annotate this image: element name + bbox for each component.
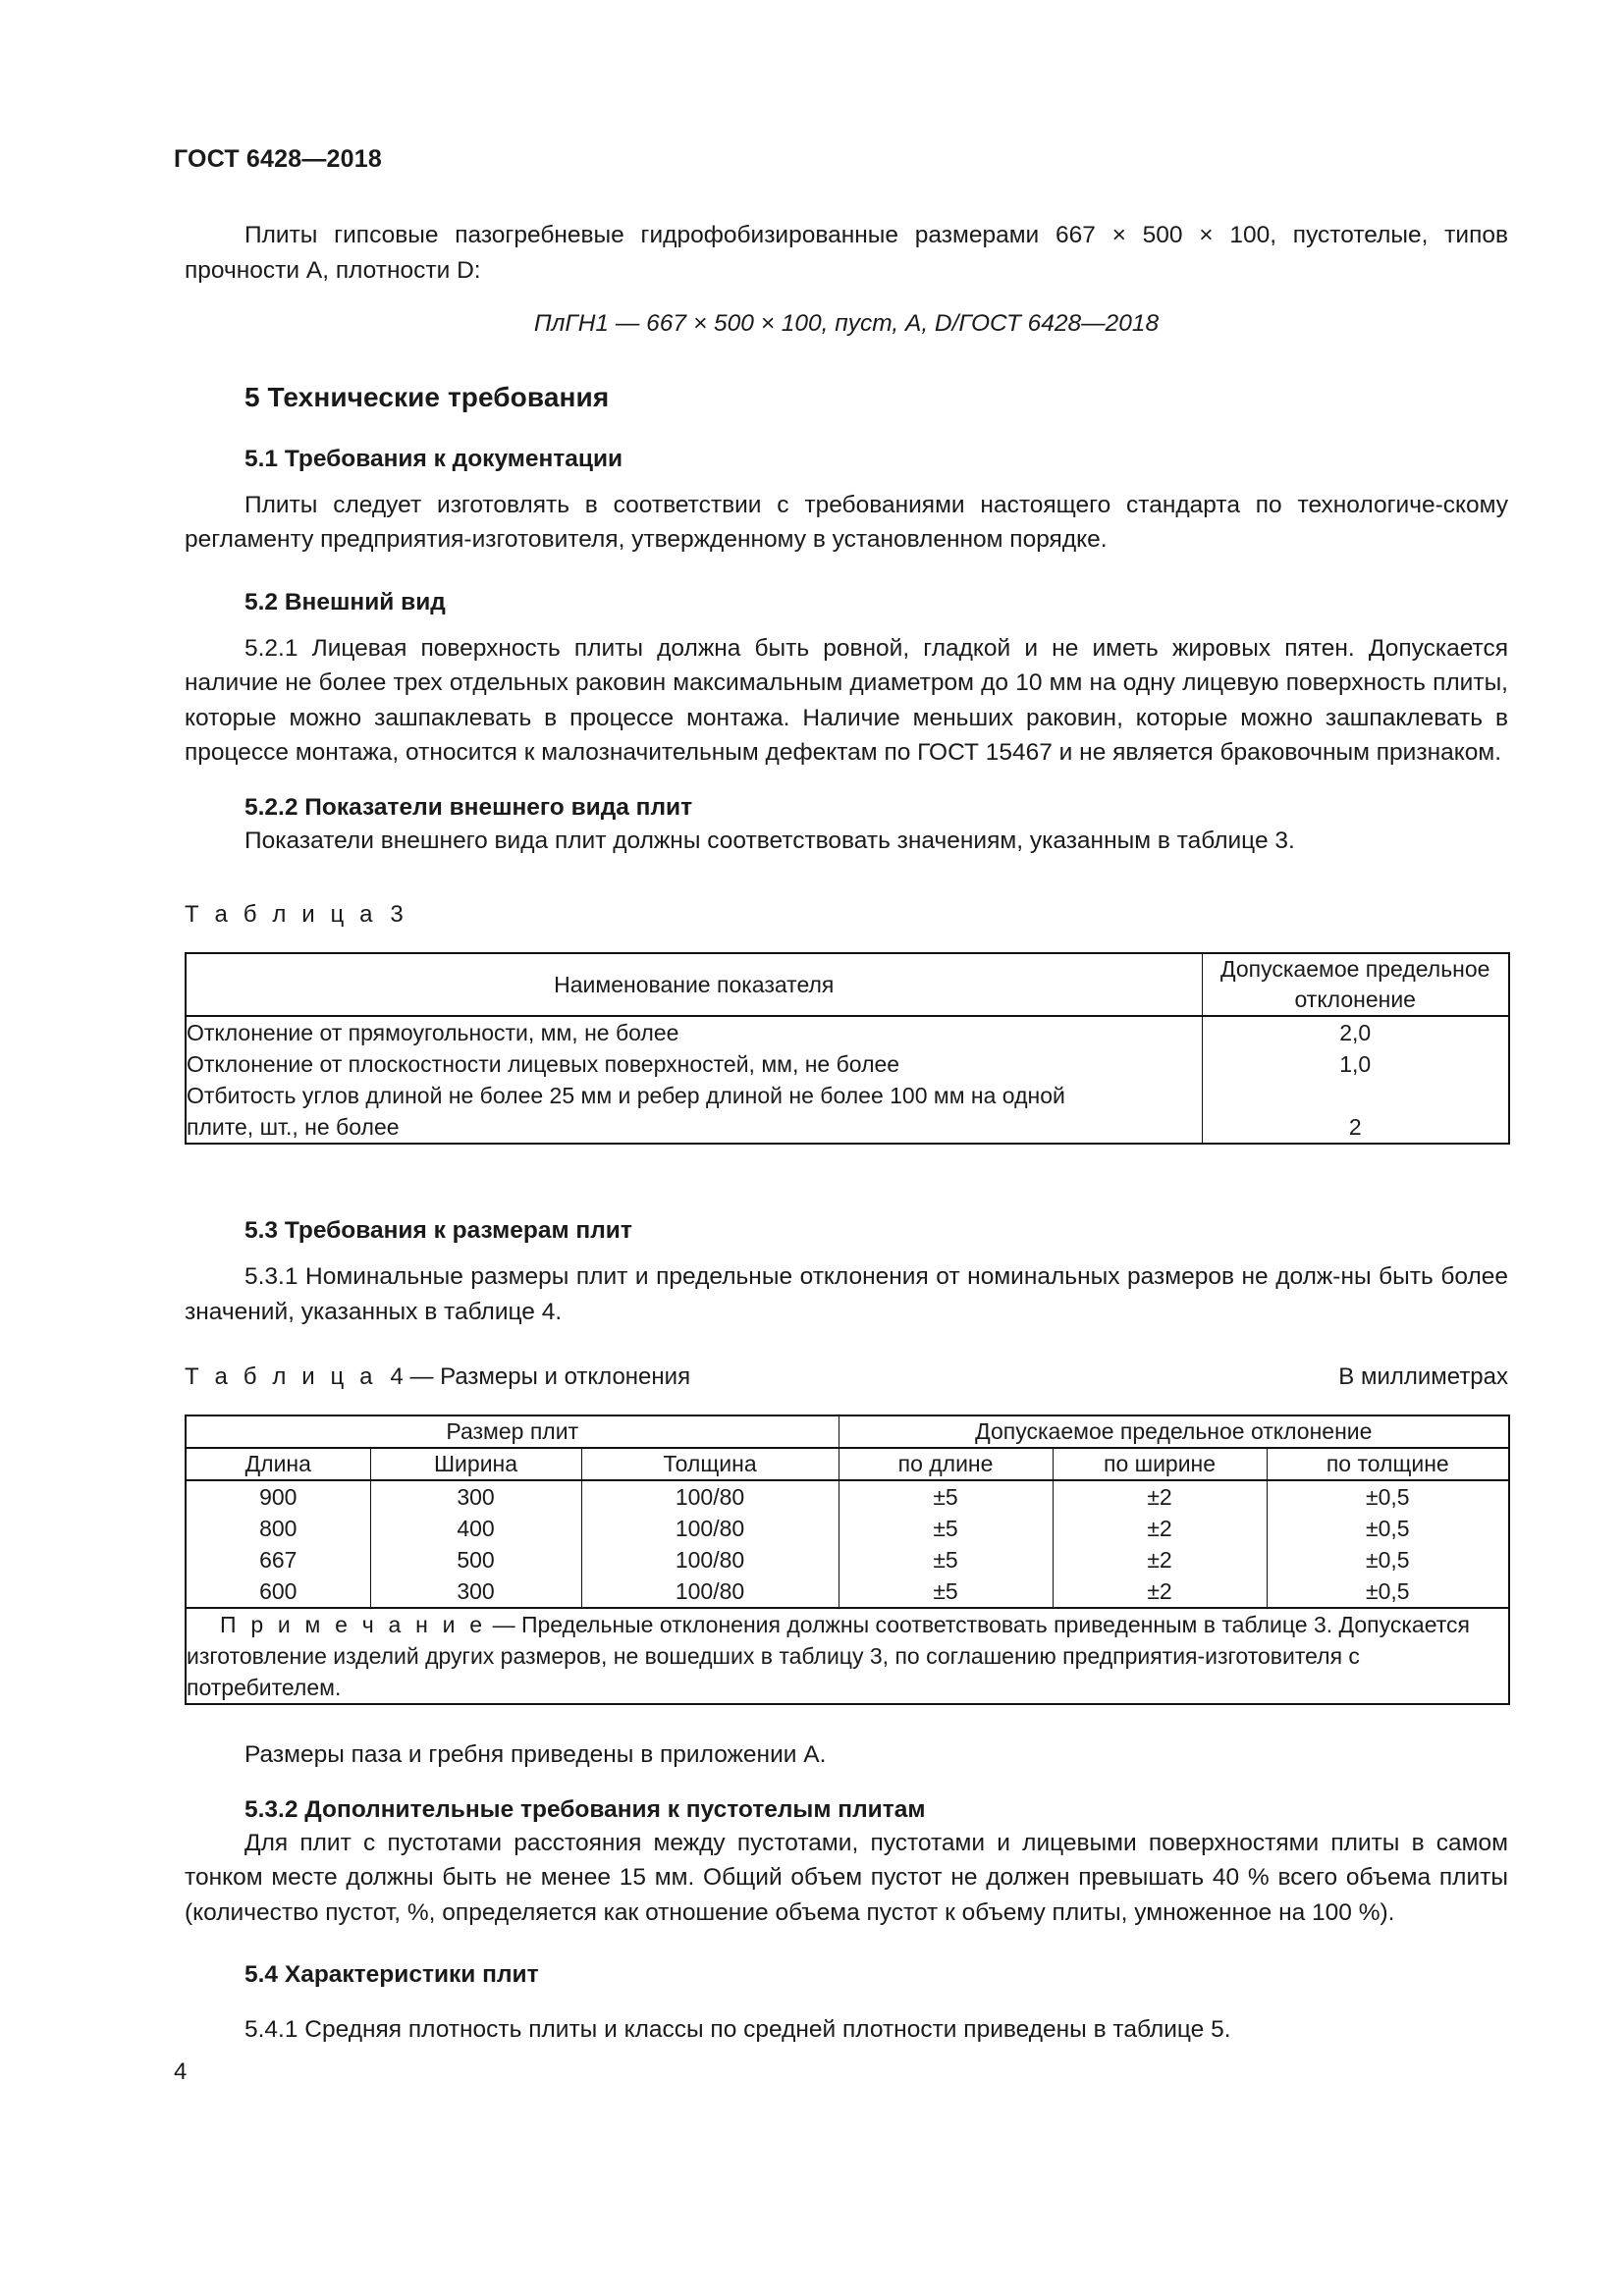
table-cell: ±2 bbox=[1147, 1484, 1172, 1510]
table-cell: 300 bbox=[457, 1578, 495, 1604]
table-row-indicator-1: Отклонение от прямоугольности, мм, не более bbox=[187, 1020, 679, 1045]
spacer bbox=[185, 1705, 1508, 1737]
table-row-value-3: 2 bbox=[1348, 1114, 1362, 1140]
section-heading-5: 5 Технические требования bbox=[244, 381, 610, 412]
section-heading-5-2: 5.2 Внешний вид bbox=[244, 588, 446, 615]
table-cell: 600 bbox=[259, 1578, 298, 1604]
table-cell: ±2 bbox=[1147, 1516, 1172, 1541]
table-cell: ±0,5 bbox=[1365, 1578, 1410, 1604]
spacer bbox=[185, 1991, 1508, 2012]
table-cell: ±5 bbox=[933, 1484, 958, 1510]
section-heading-5-3-2: 5.3.2 Дополнительные требования к пустотелым плитам bbox=[244, 1795, 926, 1823]
table-4-caption-row bbox=[185, 1362, 1508, 1393]
table-3-caption-label: Т а б л и ц а bbox=[185, 901, 378, 928]
table-4-caption bbox=[185, 1362, 690, 1393]
paragraph-5-1: Плиты следует изготовлять в соответствии с требованиями настоящего стандарта по технологиче-скому регламенту предприятия-изготовителя, утвержденному в установленном порядке. bbox=[185, 491, 1508, 553]
section-heading-5-1: 5.1 Требования к документации bbox=[244, 445, 623, 472]
paragraph-groove-ridge: Размеры паза и гребня приведены в приложении А. bbox=[244, 1741, 827, 1768]
table-cell: 900 bbox=[259, 1484, 298, 1510]
table-4-group-header-size: Размер плит bbox=[186, 1415, 839, 1448]
table-4-units-note: В миллиметрах bbox=[1338, 1363, 1508, 1390]
table-cell: 300 bbox=[457, 1484, 495, 1510]
table-3-caption bbox=[185, 899, 1508, 931]
table-4-group-header-row bbox=[186, 1415, 1509, 1448]
table-3-col-header-name: Наименование показателя bbox=[186, 953, 1202, 1016]
table-4-col-values-width bbox=[370, 1480, 581, 1608]
table-4-caption-number: 4 bbox=[390, 1363, 404, 1390]
table-4-col-values-dev-length bbox=[839, 1480, 1053, 1608]
paragraph-5-4-1: 5.4.1 Средняя плотность плиты и классы по средней плотности приведены в таблице 5. bbox=[244, 2016, 1231, 2043]
table-4-col-header-thickness: Толщина bbox=[581, 1448, 839, 1480]
table-4-col-header-dev-length: по длине bbox=[839, 1448, 1053, 1480]
table-4-col-header-dev-thickness: по толщине bbox=[1267, 1448, 1509, 1480]
table-row-indicator-3: Отбитость углов длиной не более 25 мм и ребер длиной не более 100 мм на одной плите, шт., не более bbox=[187, 1083, 1065, 1140]
table-4-col-values-dev-width bbox=[1053, 1480, 1267, 1608]
table-cell: 100/80 bbox=[675, 1516, 745, 1541]
table-3-caption-number: 3 bbox=[390, 901, 404, 928]
spacer bbox=[185, 858, 1508, 899]
table-cell: ±2 bbox=[1147, 1578, 1172, 1604]
table-4-note-text: — Предельные отклонения должны соответствовать приведенным в таблице 3. Допускается изготовление изделий других размеров, не вошедших в таблицу 3, по соглашению предприятия-изготовителя с потребителем. bbox=[187, 1612, 1470, 1700]
table-4 bbox=[185, 1415, 1510, 1705]
spacer bbox=[185, 1393, 1508, 1415]
table-4-caption-label: Т а б л и ц а bbox=[185, 1363, 378, 1390]
section-heading-5-4: 5.4 Характеристики плит bbox=[244, 1961, 539, 1988]
table-cell: 500 bbox=[457, 1547, 495, 1573]
table-cell: ±0,5 bbox=[1365, 1484, 1410, 1510]
table-cell: 667 bbox=[259, 1547, 298, 1573]
intro-paragraph: Плиты гипсовые пазогребневые гидрофобизированные размерами 667 × 500 × 100, пустотелые, типов прочности А, плотности D: bbox=[185, 222, 1508, 284]
table-3-col-header-deviation: Допускаемое предельное отклонение bbox=[1202, 953, 1509, 1016]
spacer bbox=[185, 475, 1508, 488]
section-heading-5-3: 5.3 Требования к размерам плит bbox=[244, 1217, 632, 1244]
table-4-body-row bbox=[186, 1480, 1509, 1608]
table-3 bbox=[185, 952, 1510, 1145]
table-4-caption-title: — Размеры и отклонения bbox=[409, 1363, 691, 1390]
table-4-col-header-width: Ширина bbox=[370, 1448, 581, 1480]
value-spacer bbox=[1203, 1080, 1509, 1111]
table-row-value-2: 1,0 bbox=[1339, 1051, 1372, 1077]
table-cell: ±0,5 bbox=[1365, 1516, 1410, 1541]
table-cell: ±2 bbox=[1147, 1547, 1172, 1573]
page-content bbox=[185, 218, 1508, 2048]
paragraph-5-3-1: 5.3.1 Номинальные размеры плит и предельные отклонения от номинальных размеров не долж-ны быть более значений, указанных в таблице 4. bbox=[185, 1263, 1508, 1325]
paragraph-5-2-2: Показатели внешнего вида плит должны соответствовать значениям, указанным в таблице 3. bbox=[244, 827, 1295, 854]
spacer bbox=[185, 931, 1508, 952]
table-row-value-1: 2,0 bbox=[1339, 1020, 1372, 1045]
table-cell: 100/80 bbox=[675, 1547, 745, 1573]
spacer bbox=[185, 1247, 1508, 1259]
table-cell: ±5 bbox=[933, 1516, 958, 1541]
table-4-group-header-deviation: Допускаемое предельное отклонение bbox=[839, 1415, 1509, 1448]
paragraph-5-2-1: 5.2.1 Лицевая поверхность плиты должна быть ровной, гладкой и не иметь жировых пятен. Допускается наличие не более трех отдельных раковин максимальным диаметром до 10 мм на одну лицевую поверхность плиты, которые можно зашпаклевать в процессе монтажа. Наличие меньших раковин, которые можно зашпаклевать в процессе монтажа, относится к малозначительным дефектам по ГОСТ 15467 и не является браковочным признаком. bbox=[185, 634, 1508, 766]
table-3-value-list bbox=[1202, 1016, 1509, 1144]
table-4-col-header-length: Длина bbox=[186, 1448, 370, 1480]
table-3-indicator-list bbox=[186, 1016, 1202, 1144]
table-4-col-values-dev-thickness bbox=[1267, 1480, 1509, 1608]
table-row-indicator-2: Отклонение от плоскостности лицевых поверхностей, мм, не более bbox=[187, 1051, 900, 1077]
table-4-note-row bbox=[186, 1608, 1509, 1704]
table-cell: 800 bbox=[259, 1516, 298, 1541]
table-4-note bbox=[186, 1608, 1509, 1704]
section-heading-5-2-2: 5.2.2 Показатели внешнего вида плит bbox=[244, 793, 693, 821]
table-cell: 400 bbox=[457, 1516, 495, 1541]
table-4-note-label: П р и м е ч а н и е bbox=[220, 1612, 487, 1637]
table-4-col-values-length bbox=[186, 1480, 370, 1608]
product-designation-example: ПлГН1 — 667 × 500 × 100, пуст, А, D/ГОСТ 6428—2018 bbox=[533, 310, 1160, 337]
table-cell: 100/80 bbox=[675, 1578, 745, 1604]
table-cell: ±5 bbox=[933, 1578, 958, 1604]
running-header-standard-number: ГОСТ 6428—2018 bbox=[174, 145, 382, 173]
paragraph-5-3-2: Для плит с пустотами расстояния между пустотами, пустотами и лицевыми поверхностями плиты в самом тонком месте должны быть не менее 15 мм. Общий объем пустот не должен превышать 40 % всего объема плиты (количество пустот, %, определяется как отношение объема пустот к объему плиты, умноженное на 100 %). bbox=[185, 1829, 1508, 1926]
spacer bbox=[185, 1329, 1508, 1362]
table-cell: 100/80 bbox=[675, 1484, 745, 1510]
table-4-col-header-dev-width: по ширине bbox=[1053, 1448, 1267, 1480]
spacer bbox=[185, 1145, 1508, 1186]
table-3-body-row bbox=[186, 1016, 1509, 1144]
spacer bbox=[185, 618, 1508, 631]
table-cell: ±5 bbox=[933, 1547, 958, 1573]
table-cell: ±0,5 bbox=[1365, 1547, 1410, 1573]
table-4-col-values-thickness bbox=[581, 1480, 839, 1608]
page-number: 4 bbox=[174, 2058, 188, 2085]
table-3-header-row bbox=[186, 953, 1509, 1016]
table-4-sub-header-row bbox=[186, 1448, 1509, 1480]
